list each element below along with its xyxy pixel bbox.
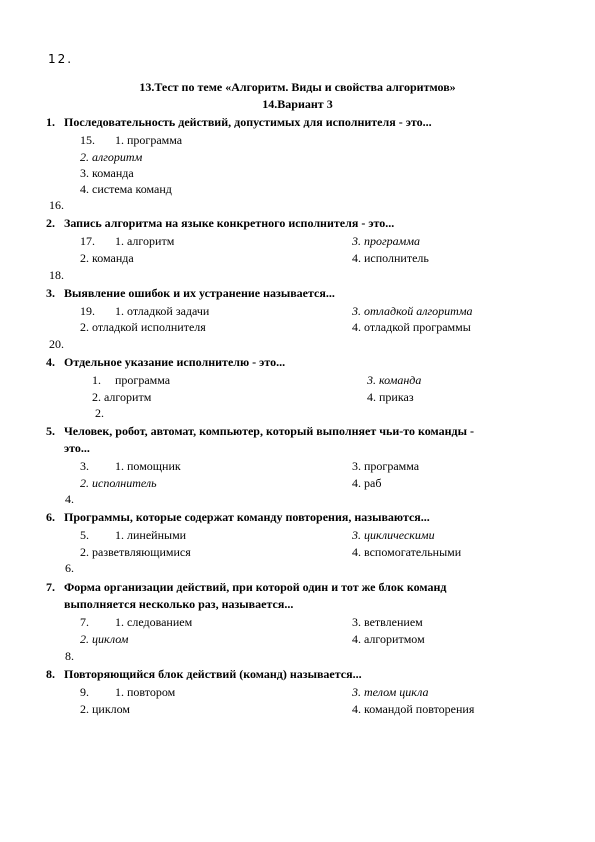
question-1-option-4: 4. система команд xyxy=(80,182,172,196)
question-7-text-line-1: Форма организации действий, при которой один и тот же блок команд xyxy=(64,580,447,594)
question-1-option-2: 2. алгоритм xyxy=(80,150,143,164)
question-5-number: 5. xyxy=(46,424,55,438)
question-1-option-1: 1. программа xyxy=(115,133,183,147)
question-4-text: Отдельное указание исполнителю - это... xyxy=(64,355,286,369)
question-6-option-1: 1. линейными xyxy=(115,528,187,542)
question-2-option-3: 3. программа xyxy=(352,234,420,248)
question-3-number: 3. xyxy=(46,286,55,300)
question-8-option-3: 3. телом цикла xyxy=(352,685,429,699)
question-1-lead-number: 15. xyxy=(80,133,95,147)
question-6-number: 6. xyxy=(46,510,55,524)
question-5-lead-number: 3. xyxy=(80,459,89,473)
question-2-lead-number: 17. xyxy=(80,234,95,248)
question-1-trailer-number: 16. xyxy=(49,198,64,212)
question-8-text: Повторяющийся блок действий (команд) называется... xyxy=(64,667,362,681)
question-7-lead-number: 7. xyxy=(80,615,89,629)
question-2-text: Запись алгоритма на языке конкретного исполнителя - это... xyxy=(64,216,395,230)
question-4-option-2: 2. алгоритм xyxy=(92,390,152,404)
question-2-option-1: 1. алгоритм xyxy=(115,234,175,248)
question-4-number: 4. xyxy=(46,355,55,369)
question-6-option-2: 2. разветвляющимися xyxy=(80,545,191,559)
question-3-option-3: 3. отладкой алгоритма xyxy=(352,304,473,318)
question-7-option-1: 1. следованием xyxy=(115,615,193,629)
question-3-trailer-number: 20. xyxy=(49,337,64,351)
question-7-option-2: 2. циклом xyxy=(80,632,129,646)
question-3-option-1: 1. отладкой задачи xyxy=(115,304,210,318)
question-1-option-3: 3. команда xyxy=(80,166,134,180)
question-3-option-2: 2. отладкой исполнителя xyxy=(80,320,206,334)
question-1-text: Последовательность действий, допустимых для исполнителя - это... xyxy=(64,115,432,129)
page-number: 12. xyxy=(48,52,74,66)
test-title: 13.Тест по теме «Алгоритм. Виды и свойства алгоритмов» xyxy=(139,80,456,94)
question-2-option-2: 2. команда xyxy=(80,251,134,265)
question-4-option-1: программа xyxy=(115,373,171,387)
variant-title: 14.Вариант 3 xyxy=(262,97,333,111)
question-5-text-line-2: это... xyxy=(64,441,90,455)
question-4-trailer-number: 2. xyxy=(95,406,104,420)
question-6-option-3: 3. циклическими xyxy=(352,528,435,542)
question-5-option-1: 1. помощник xyxy=(115,459,181,473)
question-7-trailer-number: 8. xyxy=(65,649,74,663)
question-2-trailer-number: 18. xyxy=(49,268,64,282)
question-6-trailer-number: 6. xyxy=(65,561,74,575)
question-7-number: 7. xyxy=(46,580,55,594)
question-5-trailer-number: 4. xyxy=(65,492,74,506)
question-6-lead-number: 5. xyxy=(80,528,89,542)
question-3-option-4: 4. отладкой программы xyxy=(352,320,471,334)
question-5-option-3: 3. программа xyxy=(352,459,420,473)
question-7-text-line-2: выполняется несколько раз, называется... xyxy=(64,597,294,611)
question-2-option-4: 4. исполнитель xyxy=(352,251,429,265)
question-8-option-1: 1. повтором xyxy=(115,685,176,699)
question-8-number: 8. xyxy=(46,667,55,681)
question-5-option-4: 4. раб xyxy=(352,476,382,490)
question-5-text-line-1: Человек, робот, автомат, компьютер, который выполняет чьи-то команды - xyxy=(64,424,474,438)
question-8-option-2: 2. циклом xyxy=(80,702,131,716)
question-2-number: 2. xyxy=(46,216,55,230)
question-7-option-3: 3. ветвлением xyxy=(352,615,423,629)
question-3-text: Выявление ошибок и их устранение называется... xyxy=(64,286,335,300)
question-8-option-4: 4. командой повторения xyxy=(352,702,475,716)
question-3-lead-number: 19. xyxy=(80,304,95,318)
question-4-option-4: 4. приказ xyxy=(367,390,414,404)
question-6-text: Программы, которые содержат команду повторения, называются... xyxy=(64,510,430,524)
question-7-option-4: 4. алгоритмом xyxy=(352,632,425,646)
question-1-number: 1. xyxy=(46,115,55,129)
question-4-lead-number: 1. xyxy=(92,373,101,387)
question-4-option-3: 3. команда xyxy=(367,373,422,387)
question-5-option-2: 2. исполнитель xyxy=(80,476,157,490)
question-6-option-4: 4. вспомогательными xyxy=(352,545,462,559)
question-8-lead-number: 9. xyxy=(80,685,89,699)
